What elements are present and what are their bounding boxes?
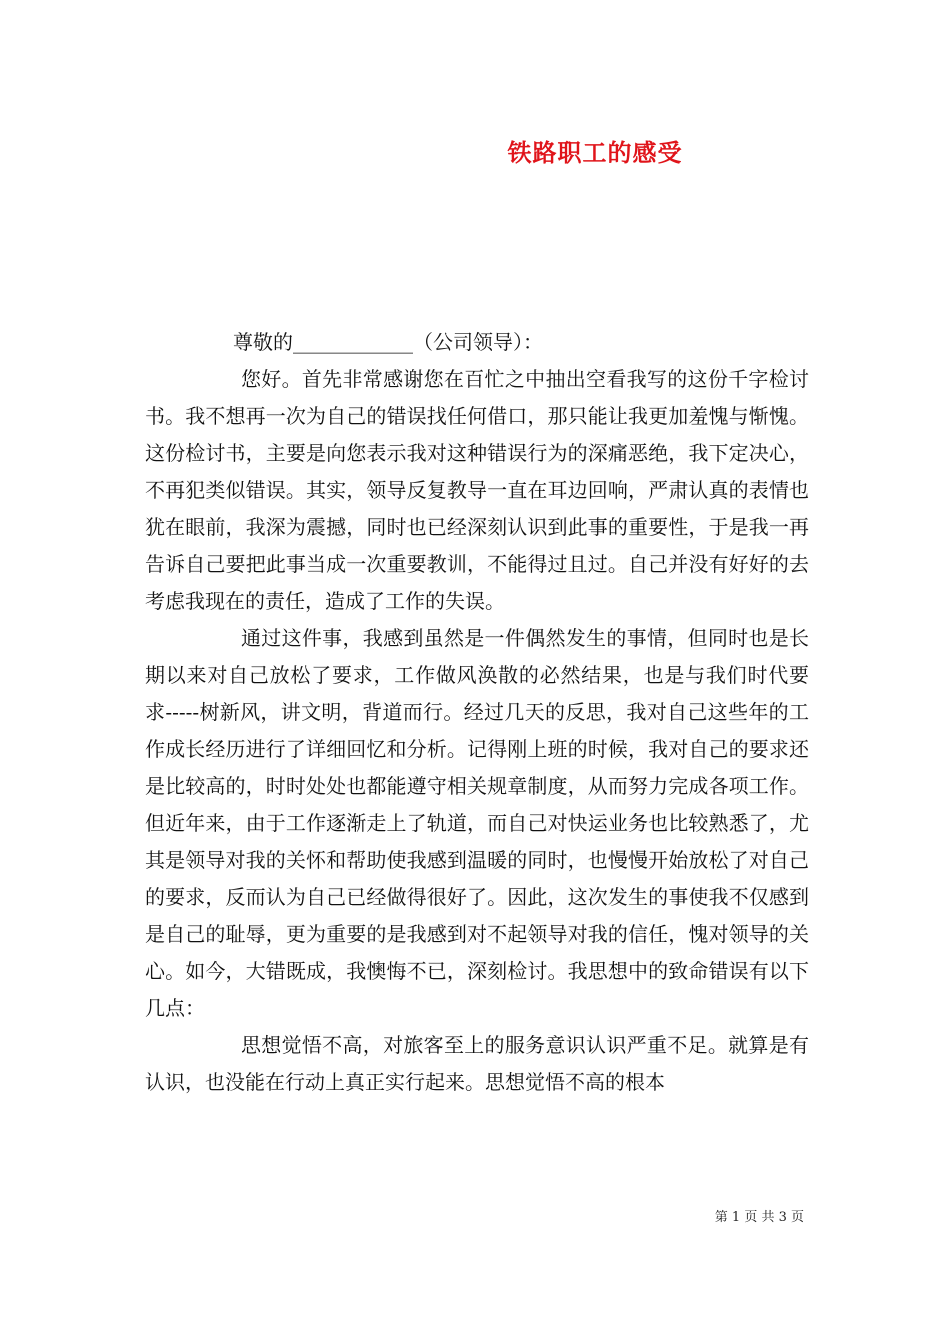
document-title: 铁路职工的感受	[507, 138, 683, 167]
salutation: 尊敬的____________（公司领导）：	[233, 330, 543, 354]
paragraph-1: 您好。首先非常感谢您在百忙之中抽出空看我写的这份千字检讨书。我不想再一次为自己的错误找任何借口，那只能让我更加羞愧与惭愧。这份检讨书，主要是向您表示我对这种错误行为的深痛恶绝，我下定决心，不再犯类似错误。其实，领导反复教导一直在耳边回响，严肃认真的表情也犹在眼前，我深为震撼，同时也已经深刻认识到此事的重要性，于是我一再告诉自己要把此事当成一次重要教训，不能得过且过。自己并没有好好的去考虑我现在的责任，造成了工作的失误。	[145, 367, 809, 613]
document-body	[145, 324, 809, 1101]
page-number-footer: 第 1 页 共 3 页	[714, 1210, 804, 1225]
paragraph-2: 通过这件事，我感到虽然是一件偶然发生的事情，但同时也是长期以来对自己放松了要求，工作做风涣散的必然结果，也是与我们时代要求-----树新风，讲文明，背道而行。经过几天的反思，我对自己这些年的工作成长经历进行了详细回忆和分析。记得刚上班的时候，我对自己的要求还是比较高的，时时处处也都能遵守相关规章制度，从而努力完成各项工作。但近年来，由于工作逐渐走上了轨道，而自己对快运业务也比较熟悉了，尤其是领导对我的关怀和帮助使我感到温暖的同时，也慢慢开始放松了对自己的要求，反而认为自己已经做得很好了。因此，这次发生的事使我不仅感到是自己的耻辱，更为重要的是我感到对不起领导对我的信任，愧对领导的关心。如今，大错既成，我懊悔不已，深刻检讨。我思想中的致命错误有以下几点：	[145, 626, 809, 1020]
paragraph-3: 思想觉悟不高，对旅客至上的服务意识认识严重不足。就算是有认识，也没能在行动上真正实行起来。思想觉悟不高的根本	[145, 1033, 809, 1094]
